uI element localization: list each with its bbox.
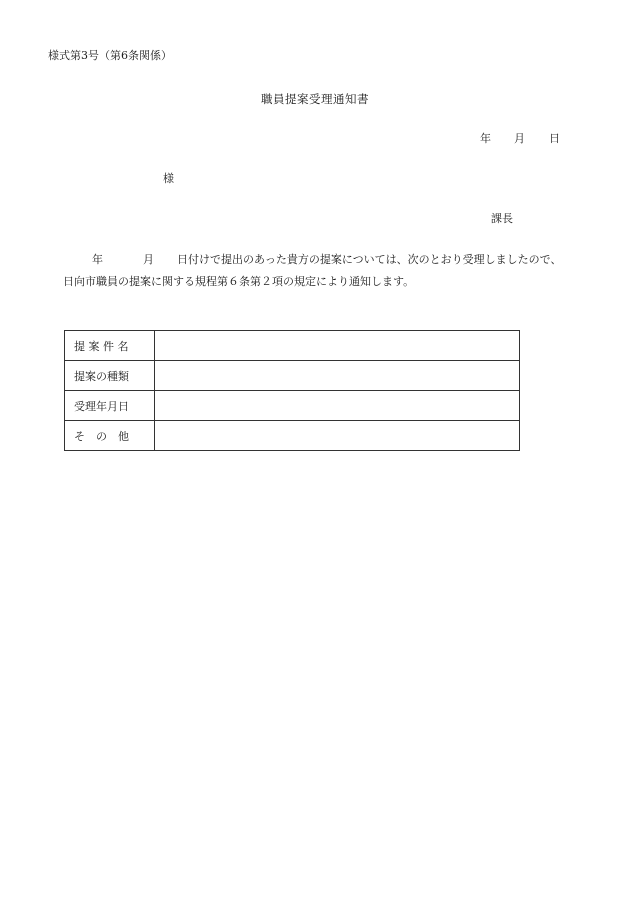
sender-title: 課長 <box>491 212 513 225</box>
proposal-info-table <box>64 330 520 451</box>
row-value-proposal-type <box>155 361 520 391</box>
body-text-line1: 日付けで提出のあった貴方の提案については、次のとおり受理しましたので、 <box>177 253 562 266</box>
table-row <box>65 421 520 451</box>
table-row <box>65 361 520 391</box>
row-label-other: そ の 他 <box>65 421 155 451</box>
date-day-label: 日 <box>549 132 560 145</box>
row-label-receipt-date: 受理年月日 <box>65 391 155 421</box>
form-number: 様式第3号（第6条関係） <box>48 49 172 62</box>
row-value-proposal-name <box>155 331 520 361</box>
table-row <box>65 391 520 421</box>
date-month-label: 月 <box>514 132 525 145</box>
addressee-honorific: 様 <box>163 172 174 185</box>
body-year-label: 年 <box>92 253 103 266</box>
body-month-label: 月 <box>143 253 154 266</box>
row-label-proposal-type: 提案の種類 <box>65 361 155 391</box>
date-year-label: 年 <box>480 132 491 145</box>
row-value-other <box>155 421 520 451</box>
table-row <box>65 331 520 361</box>
row-value-receipt-date <box>155 391 520 421</box>
row-label-proposal-name: 提 案 件 名 <box>65 331 155 361</box>
body-text-line2: 日向市職員の提案に関する規程第６条第２項の規定により通知します。 <box>63 275 415 288</box>
document-title: 職員提案受理通知書 <box>261 92 369 106</box>
